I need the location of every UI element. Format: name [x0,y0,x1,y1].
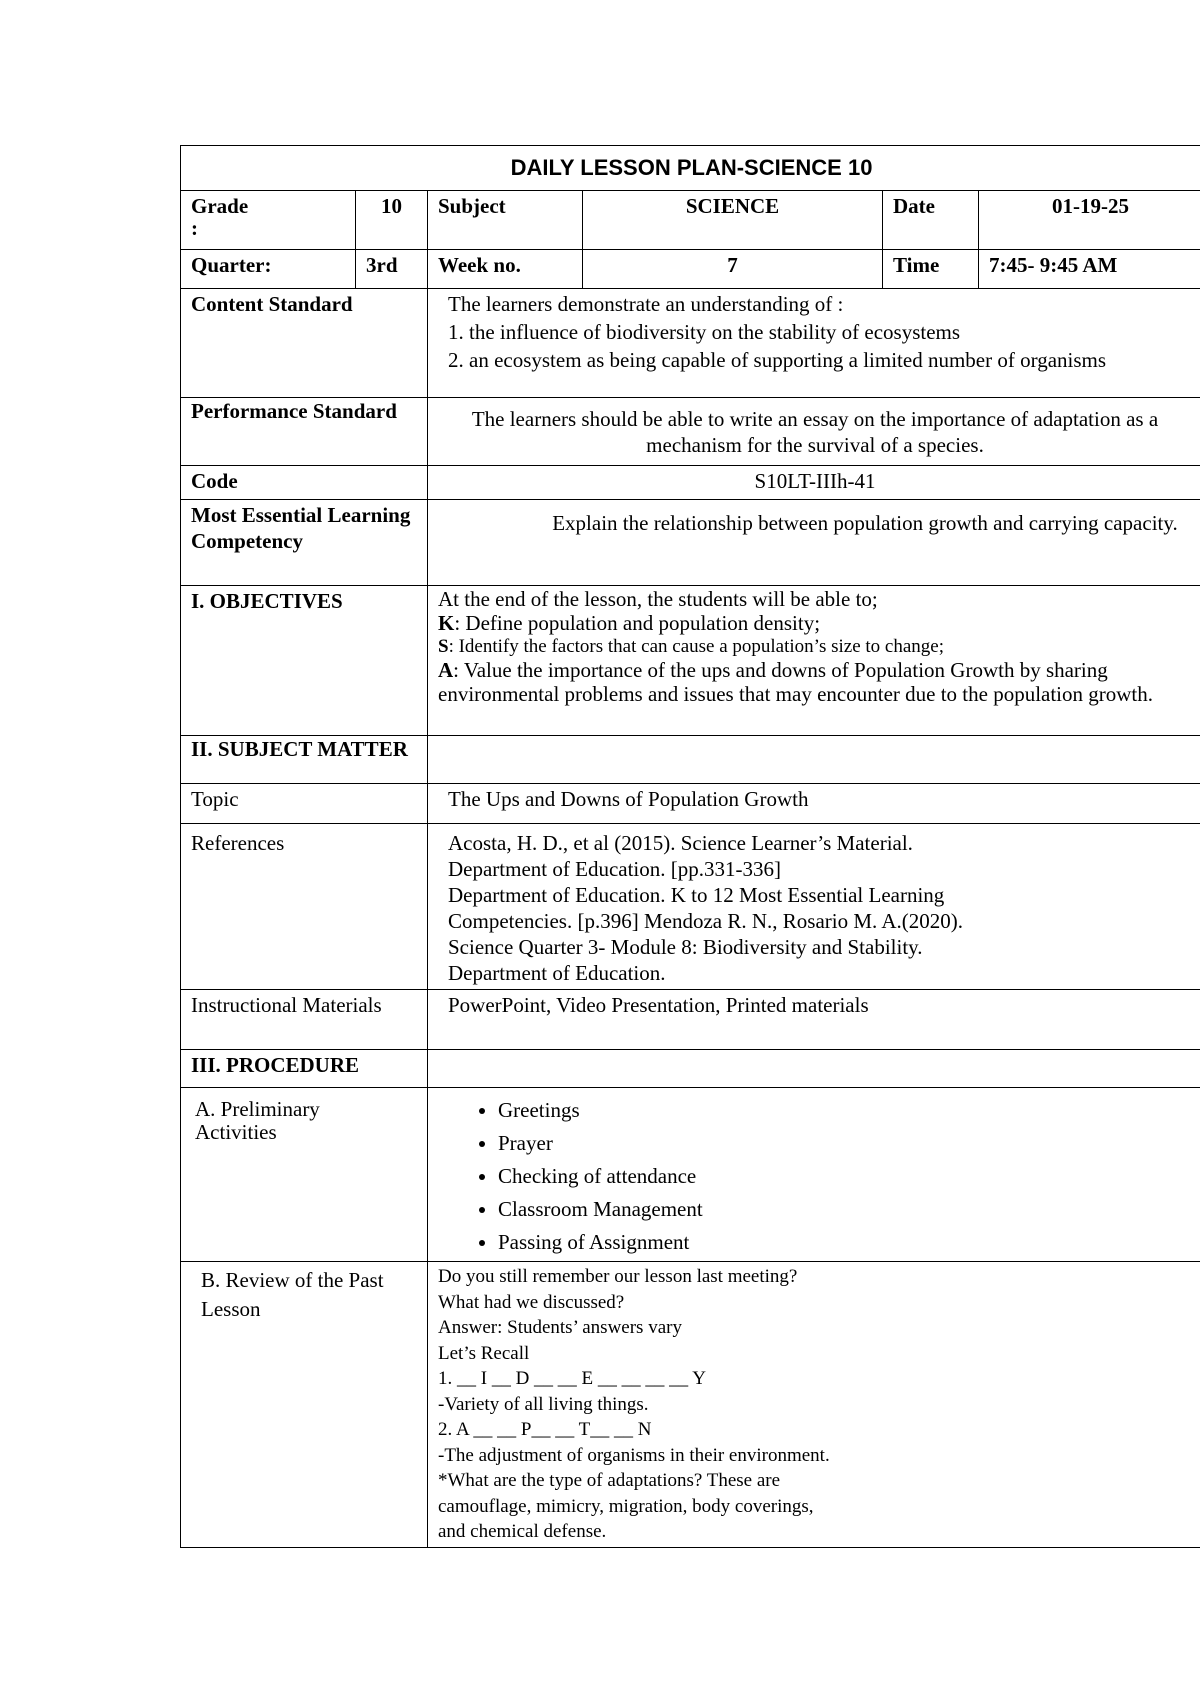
materials-value: PowerPoint, Video Presentation, Printed materials [428,990,1200,1050]
list-item: • Greetings [498,1094,1192,1127]
list-item: • Checking of attendance [498,1160,1192,1193]
content-standard-label: Content Standard [181,289,428,398]
grade-value: 10 [356,191,428,250]
list-item: • Prayer [498,1127,1192,1160]
list-item: • Passing of Assignment [498,1226,1192,1259]
performance-standard-label: Performance Standard [181,398,428,466]
subject-matter-empty [428,736,1200,784]
objectives-text: At the end of the lesson, the students will be able to; K: Define population and population density; S: Identify the factors that can cause a population’s size to change; A: Value the importance of the ups and downs of Population Growth by sharing environmental problems and issues that may encounter due to the population growth. [428,586,1200,736]
objective-k-key: K [438,610,455,635]
subject-label: Subject [428,191,583,250]
code-value: S10LT-IIIh-41 [428,466,1200,500]
objective-a-key: A [438,658,454,682]
procedure-empty [428,1050,1200,1088]
list-item: • Classroom Management [498,1193,1192,1226]
time-value: 7:45- 9:45 AM [979,250,1200,289]
grade-label: Grade : [181,191,356,250]
code-label: Code [181,466,428,500]
topic-label: Topic [181,784,428,824]
review-text: Do you still remember our lesson last meeting? What had we discussed? Answer: Students’ answers vary Let’s Recall 1. __ I __ D __ __ E __ __ __ __ Y -Variety of all living things. 2. A __ __ P__ __ T__ __ N -The adjustment of organisms in their environment. *What are the type of adaptations? These are camouflage, mimicry, migration, body coverings, and chemical defense. [428,1262,1200,1548]
procedure-label: III. PROCEDURE [181,1050,428,1088]
objectives-label: I. OBJECTIVES [181,586,428,736]
document-title: DAILY LESSON PLAN-SCIENCE 10 [181,146,1200,191]
references-label: References [181,824,428,990]
references-text: Acosta, H. D., et al (2015). Science Learner’s Material. Department of Education. [pp.331-336] Department of Education. K to 12 Most Essential Learning Competencies. [p.396] Mendoza R. N., Rosario M. A.(2020). Science Quarter 3- Module 8: Biodiversity and Stability. Department of Education. [428,824,1200,990]
quarter-label: Quarter: [181,250,356,289]
week-label: Week no. [428,250,583,289]
quarter-value: 3rd [356,250,428,289]
time-label: Time [883,250,979,289]
melc-text: Explain the relationship between population growth and carrying capacity. [428,500,1200,586]
content-standard-text: The learners demonstrate an understanding of : 1. the influence of biodiversity on the stability of ecosystems 2. an ecosystem as being capable of supporting a limited number of organisms [428,289,1200,398]
subject-value: SCIENCE [583,191,883,250]
objective-s-key: S [438,636,449,657]
preliminary-label: A. Preliminary Activities [181,1088,428,1262]
date-label: Date [883,191,979,250]
subject-matter-label: II. SUBJECT MATTER [181,736,428,784]
performance-standard-text: The learners should be able to write an essay on the importance of adaptation as a mechanism for the survival of a species. [428,398,1200,466]
lesson-plan-table [180,145,1200,1548]
materials-label: Instructional Materials [181,990,428,1050]
review-label: B. Review of the Past Lesson [181,1262,428,1548]
date-value: 01-19-25 [979,191,1200,250]
melc-label: Most Essential Learning Competency [181,500,428,586]
preliminary-list [428,1088,1200,1262]
week-value: 7 [583,250,883,289]
topic-value: The Ups and Downs of Population Growth [428,784,1200,824]
